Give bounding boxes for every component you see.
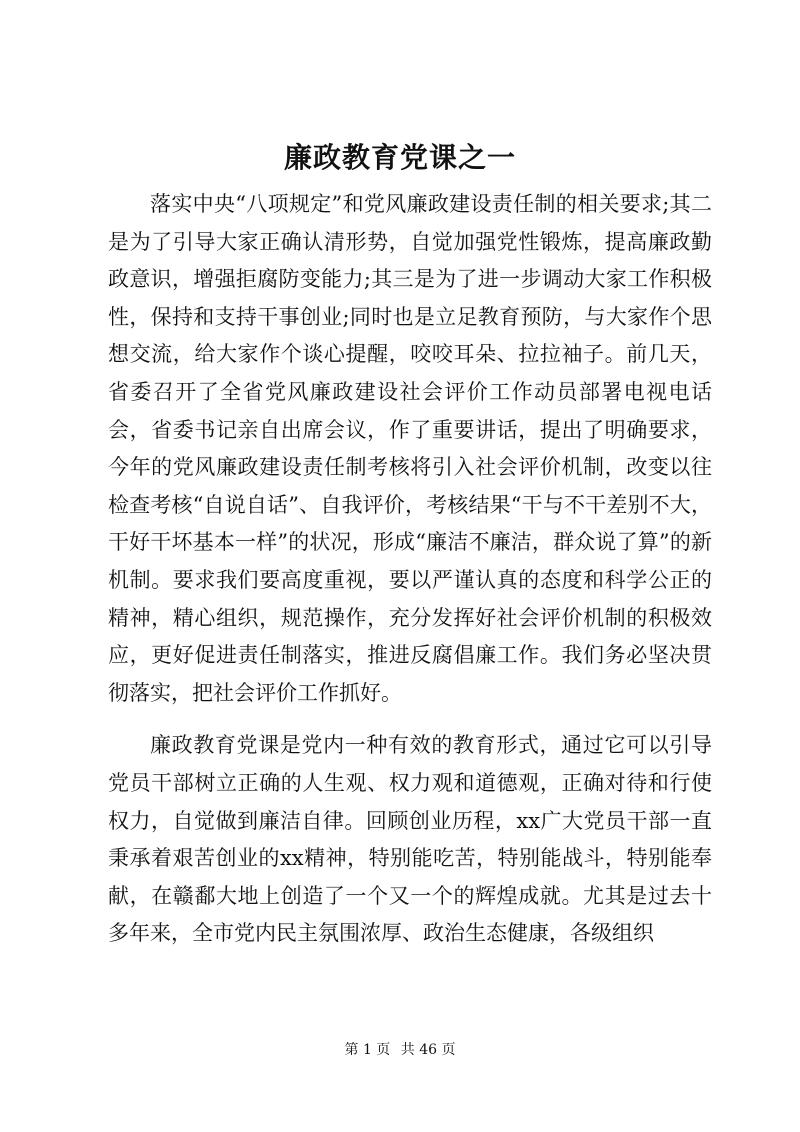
page-footer xyxy=(0,1040,800,1060)
page-total: 共 46 页 xyxy=(400,1042,456,1058)
document-title: 廉政教育党课之一 xyxy=(283,141,516,174)
paragraph-2: 廉政教育党课是党内一种有效的教育形式，通过它可以引导党员干部树立正确的人生观、权力观和道德观，正确对待和行使权力，自觉做到廉洁自律。回顾创业历程，xx广大党员干部一直秉承着艰苦创业的xx精神，特别能吃苦，特别能战斗，特别能奉献，在赣鄱大地上创造了一个又一个的辉煌成就。尤其是过去十多年来，全市党内民主氛围浓厚、政治生态健康，各级组织 xyxy=(108,733,712,946)
document-body xyxy=(108,186,712,953)
paragraph-1: 落实中央“八项规定”和党风廉政建设责任制的相关要求;其二是为了引导大家正确认清形势，自觉加强党性锻炼，提高廉政勤政意识，增强拒腐防变能力;其三是为了进一步调动大家工作积极性，保持和支持干事创业;同时也是立足教育预防，与大家作个思想交流，给大家作个谈心提醒，咬咬耳朵、拉拉袖子。前几天，省委召开了全省党风廉政建设社会评价工作动员部署电视电话会，省委书记亲自出席会议，作了重要讲话，提出了明确要求，今年的党风廉政建设责任制考核将引入社会评价机制，改变以往检查考核“自说自话”、自我评价，考核结果“干与不干差别不大，干好干坏基本一样”的状况，形成“廉洁不廉洁，群众说了算”的新机制。要求我们要高度重视，要以严谨认真的态度和科学公正的精神，精心组织，规范操作，充分发挥好社会评价机制的积极效应，更好促进责任制落实，推进反腐倡廉工作。我们务必坚决贯彻落实，把社会评价工作抓好。 xyxy=(108,192,712,705)
page-number: 第 1 页 xyxy=(344,1042,391,1058)
